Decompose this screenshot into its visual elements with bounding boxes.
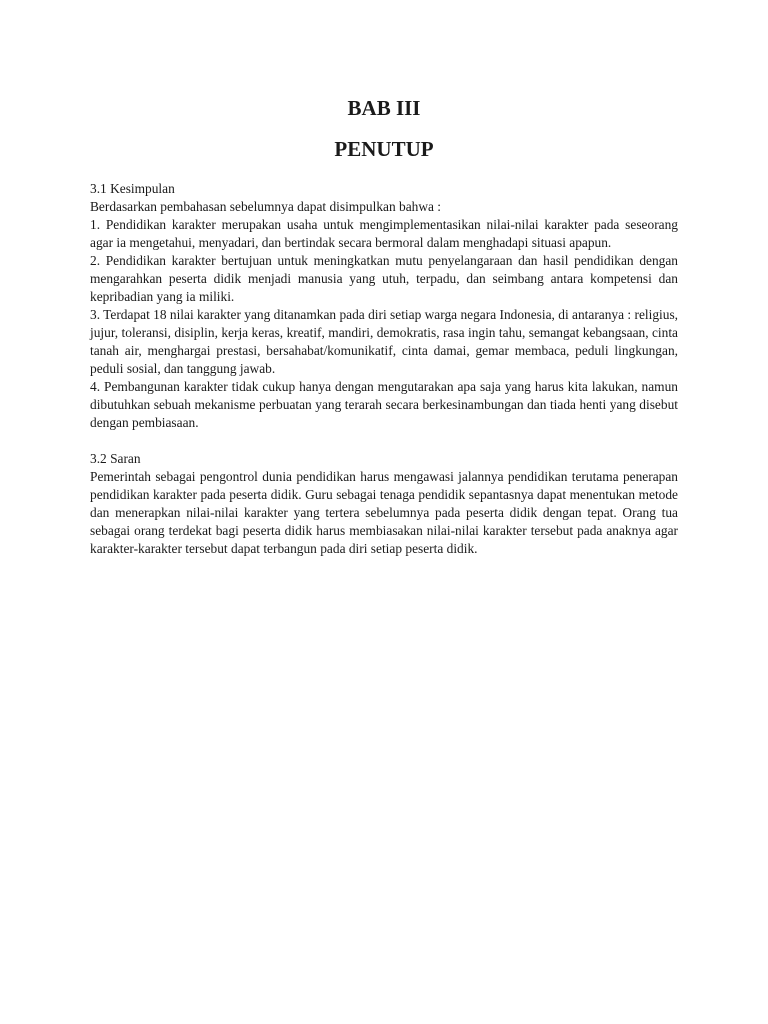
conclusion-item-2: 2. Pendidikan karakter bertujuan untuk meningkatkan mutu penyelangaraan dan hasil pendidikan dengan mengarahkan peserta didik menjadi manusia yang utuh, terpadu, dan seimbang antara kompetensi dan kepribadian yang ia miliki. bbox=[90, 253, 678, 304]
conclusion-heading: 3.1 Kesimpulan bbox=[90, 181, 175, 196]
conclusion-intro: Berdasarkan pembahasan sebelumnya dapat disimpulkan bahwa : bbox=[90, 199, 442, 214]
suggestion-body: Pemerintah sebagai pengontrol dunia pendidikan harus mengawasi jalannya pendidikan terutama penerapan pendidikan karakter pada peserta didik. Guru sebagai tenaga pendidik sepantasnya dapat menentukan metode dan menerapkan nilai-nilai karakter yang tertera sebelumnya pada peserta didik dengan tepat. Orang tua sebagai orang terdekat bagi peserta didik harus membiasakan nilai-nilai karakter tersebut pada anaknya agar karakter-karakter tersebut dapat terbangun pada diri setiap peserta didik. bbox=[90, 469, 678, 556]
conclusion-section bbox=[90, 180, 678, 432]
conclusion-item-3: 3. Terdapat 18 nilai karakter yang ditanamkan pada diri setiap warga negara Indonesia, di antaranya : religius, jujur, toleransi, disiplin, kerja keras, kreatif, mandiri, demokratis, rasa ingin tahu, semangat kebangsaan, cinta tanah air, menghargai prestasi, bersahabat/komunikatif, cinta damai, gemar membaca, peduli lingkungan, peduli sosial, dan tanggung jawab. bbox=[90, 307, 678, 376]
conclusion-item-4: 4. Pembangunan karakter tidak cukup hanya dengan mengutarakan apa saja yang harus kita lakukan, namun dibutuhkan sebuah mekanisme perbuatan yang terarah secara berkesinambungan dan tiada henti yang disebut dengan pembiasaan. bbox=[90, 379, 678, 430]
suggestion-heading: 3.2 Saran bbox=[90, 451, 141, 466]
chapter-title: BAB III bbox=[347, 96, 421, 120]
document-page bbox=[90, 95, 678, 558]
chapter-subtitle: PENUTUP bbox=[334, 137, 434, 161]
conclusion-item-1: 1. Pendidikan karakter merupakan usaha untuk mengimplementasikan nilai-nilai karakter pada seseorang agar ia mengetahui, menyadari, dan bertindak secara bermoral dalam menghadapi situasi apapun. bbox=[90, 217, 678, 250]
suggestion-section bbox=[90, 450, 678, 558]
